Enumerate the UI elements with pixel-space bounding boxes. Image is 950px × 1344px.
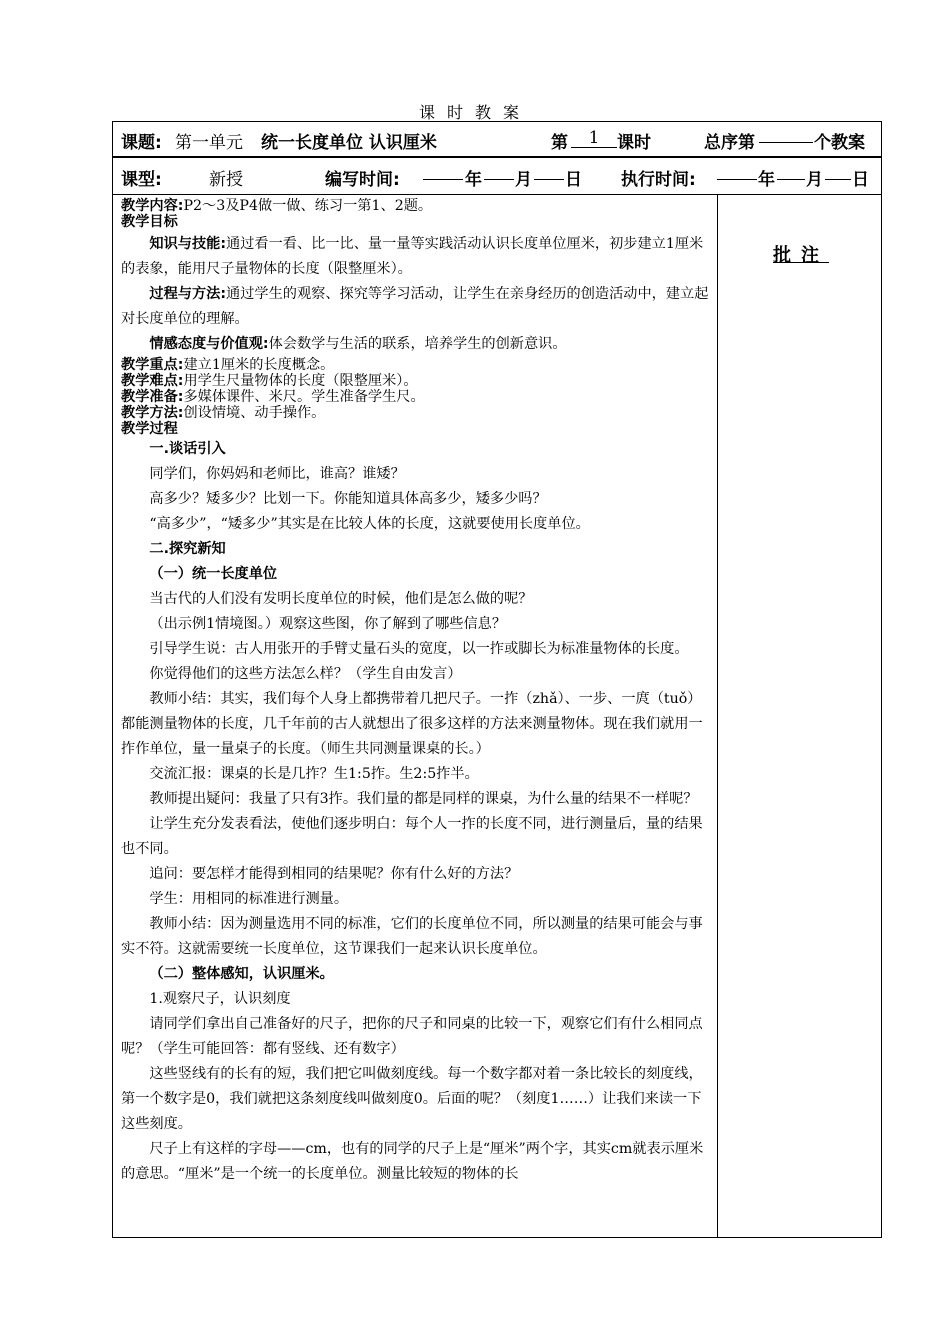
exec-year-blank (717, 179, 757, 180)
paragraph: 追问：要怎样才能得到相同的结果呢？你有什么好的方法？ (149, 866, 519, 882)
knowledge-skill-label: 知识与技能: (149, 236, 227, 252)
annotation-header: 批注 (773, 245, 829, 266)
key-point-label: 教学重点: (121, 357, 184, 373)
attitude-label: 情感态度与价值观: (149, 336, 269, 352)
subsection-1-heading: （一）统一长度单位 (149, 566, 278, 582)
paragraph: 让学生充分发表看法，使他们逐步明白：每个人一拃的长度不同，进行测量后，量的结果也不同。 (121, 816, 703, 857)
process-method-text: 通过学生的观察、探究等学习活动，让学生在亲身经历的创造活动中，建立起对长度单位的理解。 (121, 286, 709, 327)
order-prefix: 总序第 (704, 133, 755, 153)
header-row-topic (112, 121, 882, 157)
topic-unit: 第一单元 (175, 133, 243, 153)
lesson-body-table (112, 194, 882, 1238)
section-2-heading: 二.探究新知 (149, 541, 226, 557)
topic-title: 统一长度单位 认识厘米 (261, 133, 437, 153)
paragraph: 这些竖线有的长有的短，我们把它叫做刻度线。每一个数字都对着一条比较长的刻度线，第一个数字是0，我们就把这条刻度线叫做刻度0。后面的呢？（刻度1……）让我们来读一下这些刻度。 (121, 1066, 703, 1132)
subsection-2-heading: （二）整体感知，认识厘米。 (149, 966, 334, 982)
lesson-number: 1 (571, 129, 617, 148)
type-label: 课型: (121, 170, 162, 190)
write-time-label: 编写时间: (325, 170, 400, 190)
write-month-blank (484, 179, 514, 180)
method-label: 教学方法: (121, 405, 184, 421)
lesson-prefix: 第 (551, 133, 568, 153)
paragraph: 引导学生说：古人用张开的手臂丈量石头的宽度，以一拃或脚长为标准量物体的长度。 (149, 641, 689, 657)
teaching-content-text: P2～3及P4做一做、练习一第1、2题。 (183, 198, 433, 214)
write-year-blank (423, 179, 463, 180)
paragraph: 请同学们拿出自己准备好的尺子，把你的尺子和同桌的比较一下，观察它们有什么相同点呢？（学生可能回答：都有竖线、还有数字） (121, 1016, 703, 1057)
paragraph: 你觉得他们的这些方法怎么样？（学生自由发言） (149, 666, 462, 682)
exec-month-blank (777, 179, 805, 180)
topic-label: 课题: (121, 133, 162, 153)
attitude-text: 体会数学与生活的联系，培养学生的创新意识。 (268, 336, 567, 352)
paragraph: 尺子上有这样的字母——cm，也有的同学的尺子上是“厘米”两个字，其实cm就表示厘米的意思。“厘米”是一个统一的长度单位。测量比较短的物体的长 (121, 1141, 704, 1182)
exec-month-label: 月 (806, 170, 823, 190)
key-point-text: 建立1厘米的长度概念。 (183, 357, 335, 373)
knowledge-skill-text: 通过看一看、比一比、量一量等实践活动认识长度单位厘米，初步建立1厘米的表象，能用尺子量物体的长度（限整厘米）。 (121, 236, 704, 277)
paragraph: 同学们，你妈妈和老师比，谁高？谁矮？ (149, 466, 405, 482)
difficulty-text: 用学生尺量物体的长度（限整厘米）。 (183, 373, 418, 389)
exec-year-label: 年 (758, 170, 775, 190)
teaching-content-label: 教学内容: (121, 198, 184, 214)
paragraph: 1.观察尺子，认识刻度 (149, 991, 291, 1007)
paragraph: 教师小结：其实，我们每个人身上都携带着几把尺子。一拃（zhǎ）、一步、一庹（tuǒ）都能测量物体的长度，几千年前的古人就想出了很多这样的方法来测量物体。现在我们就用一拃作单位，量一量桌子的长度。（师生共同测量课桌的长。） (121, 691, 703, 757)
write-month-label: 月 (515, 170, 532, 190)
lesson-suffix: 课时 (617, 133, 651, 153)
preparation-label: 教学准备: (121, 389, 184, 405)
write-day-label: 日 (565, 170, 582, 190)
difficulty-label: 教学难点: (121, 373, 184, 389)
section-1-heading: 一.谈话引入 (149, 441, 226, 457)
order-suffix: 个教案 (814, 133, 865, 153)
paragraph: 当古代的人们没有发明长度单位的时候，他们是怎么做的呢？ (149, 591, 533, 607)
exec-day-label: 日 (852, 170, 869, 190)
method-text: 创设情境、动手操作。 (183, 405, 326, 421)
paragraph: 交流汇报：课桌的长是几拃？生1:5拃。生2:5拃半。 (149, 766, 479, 782)
process-method-label: 过程与方法: (149, 286, 227, 302)
document-title: 课时教案 (418, 103, 531, 122)
exec-time-label: 执行时间: (621, 170, 696, 190)
paragraph: 高多少？矮多少？比划一下。你能知道具体高多少，矮多少吗？ (149, 491, 547, 507)
exec-day-blank (825, 179, 851, 180)
write-day-blank (534, 179, 564, 180)
paragraph: （出示例1情境图。）观察这些图，你了解到了哪些信息？ (149, 616, 507, 632)
column-divider (717, 195, 718, 1237)
header-row-type (112, 156, 882, 195)
type-value: 新授 (209, 170, 243, 190)
paragraph: 学生：用相同的标准进行测量。 (149, 891, 349, 907)
paragraph: 教师提出疑问：我量了只有3拃。我们量的都是同样的课桌，为什么量的结果不一样呢？ (149, 791, 698, 807)
preparation-text: 多媒体课件、米尺。学生准备学生尺。 (183, 389, 425, 405)
write-year-label: 年 (465, 170, 482, 190)
paragraph: 教师小结：因为测量选用不同的标准，它们的长度单位不同，所以测量的结果可能会与事实不符。这就需要统一长度单位，这节课我们一起来认识长度单位。 (121, 916, 703, 957)
order-number-blank (759, 142, 813, 143)
paragraph: “高多少”，“矮多少”其实是在比较人体的长度，这就要使用长度单位。 (149, 516, 590, 532)
teaching-goals-heading: 教学目标 (121, 214, 178, 230)
teaching-process-heading: 教学过程 (121, 421, 178, 437)
lesson-content (121, 198, 711, 1187)
